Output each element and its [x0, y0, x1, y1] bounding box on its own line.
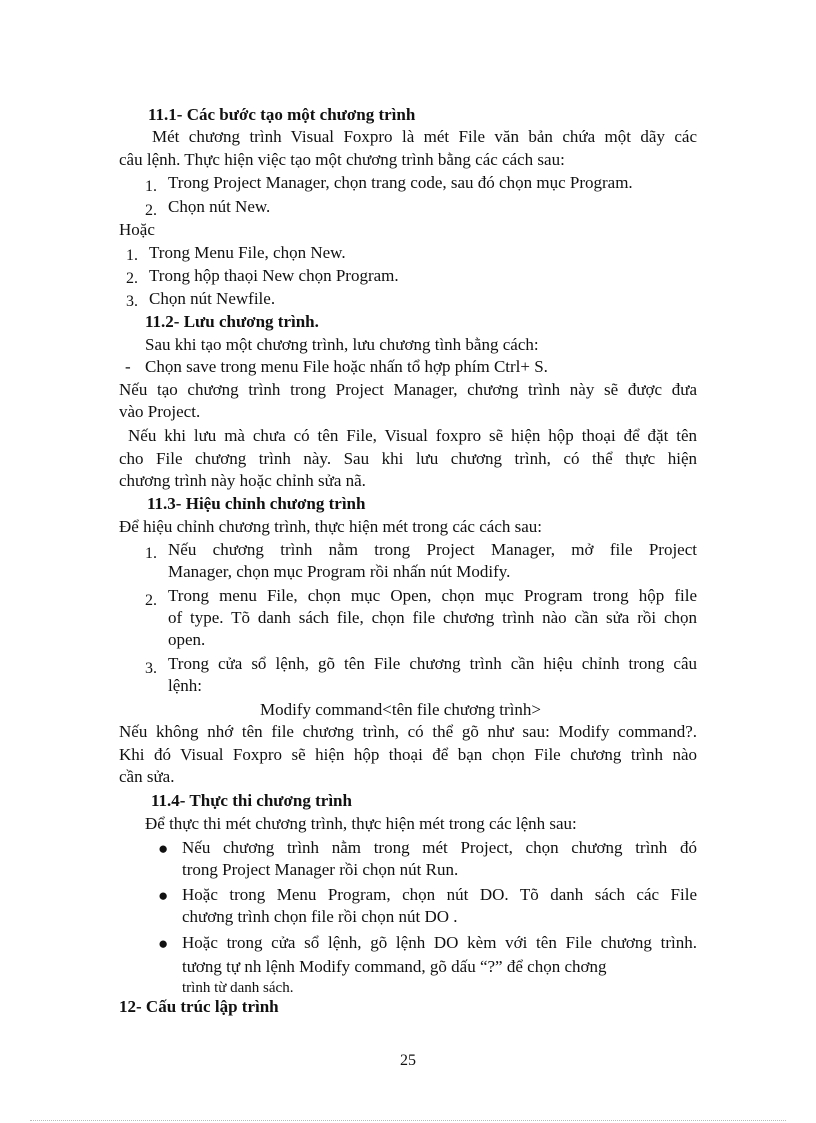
bullet-dot-icon: ● — [158, 839, 169, 858]
list-item: Trong menu File, chọn mục Open, chọn mục Program trong hộp file — [168, 586, 697, 605]
page-number: 25 — [400, 1052, 416, 1069]
list-item: Chọn nút Newfile. — [149, 289, 276, 308]
list-number: 1. — [145, 178, 157, 195]
paragraph-line: Khi đó Visual Foxpro sẽ hiện hộp thoại để bạn chọn File chương trình nào — [119, 745, 697, 764]
command-syntax: Modify command<tên file chương trình> — [260, 700, 541, 719]
paragraph-line: chương trình này hoặc chỉnh sửa nã. — [119, 471, 366, 490]
list-item: open. — [168, 630, 206, 649]
heading-11-4: 11.4- Thực thi chương trình — [151, 791, 352, 810]
paragraph-line: câu lệnh. Thực hiện việc tạo một chương trình bằng các cách sau: — [119, 150, 565, 169]
paragraph-line: Mét chương trình Visual Foxpro là mét File văn bản chứa một dãy các — [152, 127, 697, 146]
paragraph-line: Nếu tạo chương trình trong Project Manager, chương trình này sẽ được đưa — [119, 380, 697, 399]
list-number: 2. — [126, 270, 138, 287]
list-number: 3. — [126, 293, 138, 310]
list-number: 2. — [145, 592, 157, 609]
bullet-item: tương tự nh lệnh Modify command, gõ dấu “?” để chọn chơng — [182, 957, 607, 976]
paragraph-line: Nếu không nhớ tên file chương trình, có thể gõ như sau: Modify command?. — [119, 722, 697, 741]
list-item: of type. Tõ danh sách file, chọn file chương trình nào cần sửa rồi chọn — [168, 608, 697, 627]
list-number: 3. — [145, 660, 157, 677]
list-number: 1. — [145, 545, 157, 562]
bullet-item: trong Project Manager rồi chọn nút Run. — [182, 860, 459, 879]
list-item: Trong hộp thaọi New chọn Program. — [149, 266, 399, 285]
list-item: Nếu chương trình nằm trong Project Manager, mở file Project — [168, 540, 697, 559]
or-text: Hoặc — [119, 220, 155, 239]
page-border-line — [30, 1120, 786, 1121]
paragraph-line: Nếu khi lưu mà chưa có tên File, Visual foxpro sẽ hiện hộp thoại để đặt tên — [128, 426, 697, 445]
paragraph-line: vào Project. — [119, 402, 201, 421]
dash-marker: - — [125, 357, 131, 376]
bullet-item: trình từ danh sách. — [182, 980, 294, 996]
list-item: Trong cửa sổ lệnh, gõ tên File chương trình cần hiệu chỉnh trong câu — [168, 654, 697, 673]
heading-11-1: 11.1- Các bước tạo một chương trình — [148, 105, 416, 124]
paragraph-line: cho File chương trình này. Sau khi lưu chương trình, có thể thực hiện — [119, 449, 697, 468]
list-item: Trong Project Manager, chọn trang code, sau đó chọn mục Program. — [168, 173, 633, 192]
bullet-dot-icon: ● — [158, 886, 169, 905]
heading-11-2: 11.2- Lưu chương trình. — [145, 312, 319, 331]
bullet-dot-icon: ● — [158, 934, 169, 953]
dash-item: Chọn save trong menu File hoặc nhấn tổ hợp phím Ctrl+ S. — [145, 357, 548, 376]
list-item: Trong Menu File, chọn New. — [149, 243, 346, 262]
list-number: 2. — [145, 202, 157, 219]
paragraph-line: Để hiệu chỉnh chương trình, thực hiện mét trong các cách sau: — [119, 517, 542, 536]
heading-11-3: 11.3- Hiệu chỉnh chương trình — [147, 494, 366, 513]
bullet-item: Nếu chương trình nằm trong mét Project, chọn chương trình đó — [182, 838, 697, 857]
paragraph-line: cần sửa. — [119, 767, 175, 786]
list-item: lệnh: — [168, 676, 202, 695]
list-number: 1. — [126, 247, 138, 264]
paragraph-line: Để thực thi mét chương trình, thực hiện mét trong các lệnh sau: — [145, 814, 577, 833]
list-item: Manager, chọn mục Program rồi nhấn nút Modify. — [168, 562, 511, 581]
bullet-item: Hoặc trong Menu Program, chọn nút DO. Tõ danh sách các File — [182, 885, 697, 904]
bullet-item: Hoặc trong cửa sổ lệnh, gõ lệnh DO kèm với tên File chương trình. — [182, 933, 697, 952]
paragraph-line: Sau khi tạo một chương trình, lưu chương tình bằng cách: — [145, 335, 539, 354]
bullet-item: chương trình chọn file rồi chọn nút DO . — [182, 907, 458, 926]
list-item: Chọn nút New. — [168, 197, 271, 216]
heading-12: 12- Cấu trúc lập trình — [119, 997, 279, 1016]
